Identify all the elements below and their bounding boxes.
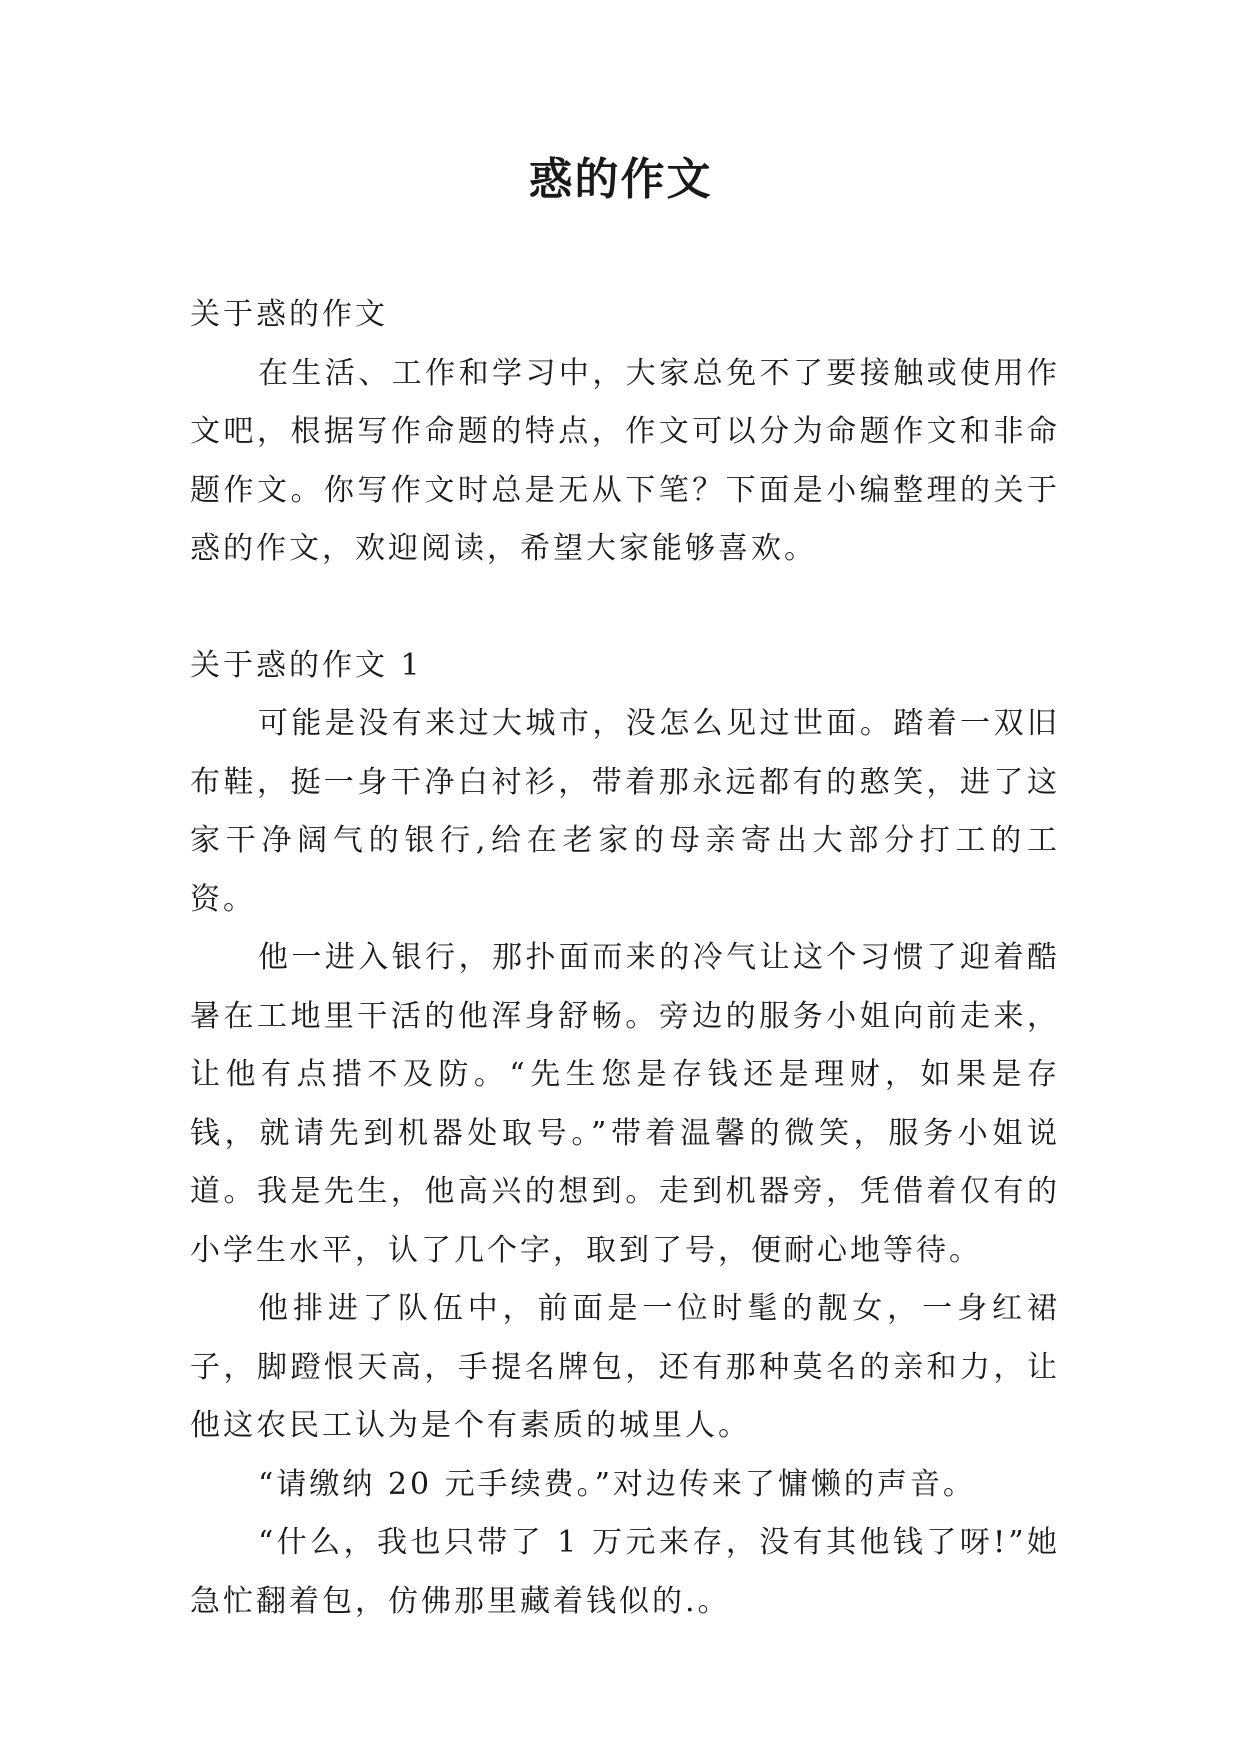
intro-paragraph: 在生活、工作和学习中，大家总免不了要接触或使用作文吧，根据写作命题的特点，作文可以分为命题作文和非命题作文。你写作文时总是无从下笔？下面是小编整理的关于惑的作文，欢迎阅读，希望大家能够喜欢。 bbox=[190, 355, 1060, 566]
document-body bbox=[190, 286, 1060, 1631]
essay-1-paragraph: “什么，我也只带了 1 万元来存，没有其他钱了呀!”她急忙翻着包，仿佛那里藏着钱似的.。 bbox=[190, 1525, 1060, 1619]
intro-heading: 关于惑的作文 bbox=[190, 297, 388, 332]
essay-1-paragraph: “请缴纳 20 元手续费。”对边传来了慵懒的声音。 bbox=[258, 1466, 976, 1502]
section-gap bbox=[190, 579, 1060, 637]
essay-1-paragraph: 他一进入银行，那扑面而来的冷气让这个习惯了迎着酷暑在工地里干活的他浑身舒畅。旁边的服务小姐向前走来，让他有点措不及防。“先生您是存钱还是理财，如果是存钱，就请先到机器处取号。”带着温馨的微笑，服务小姐说道。我是先生，他高兴的想到。走到机器旁，凭借着仅有的小学生水平，认了几个字，取到了号，便耐心地等待。 bbox=[190, 940, 1060, 1268]
document-title: 惑的作文 bbox=[528, 154, 713, 205]
essay-1-paragraph: 可能是没有来过大城市，没怎么见过世面。踏着一双旧布鞋，挺一身干净白衬衫，带着那永远都有的憨笑，进了这家干净阔气的银行,给在老家的母亲寄出大部分打工的工资。 bbox=[190, 706, 1060, 917]
essay-1-heading: 关于惑的作文 1 bbox=[190, 647, 423, 683]
essay-1-paragraph: 他排进了队伍中，前面是一位时髦的靓女，一身红裙子，脚蹬恨天高，手提名牌包，还有那种莫名的亲和力，让他这农民工认为是个有素质的城里人。 bbox=[190, 1291, 1060, 1443]
